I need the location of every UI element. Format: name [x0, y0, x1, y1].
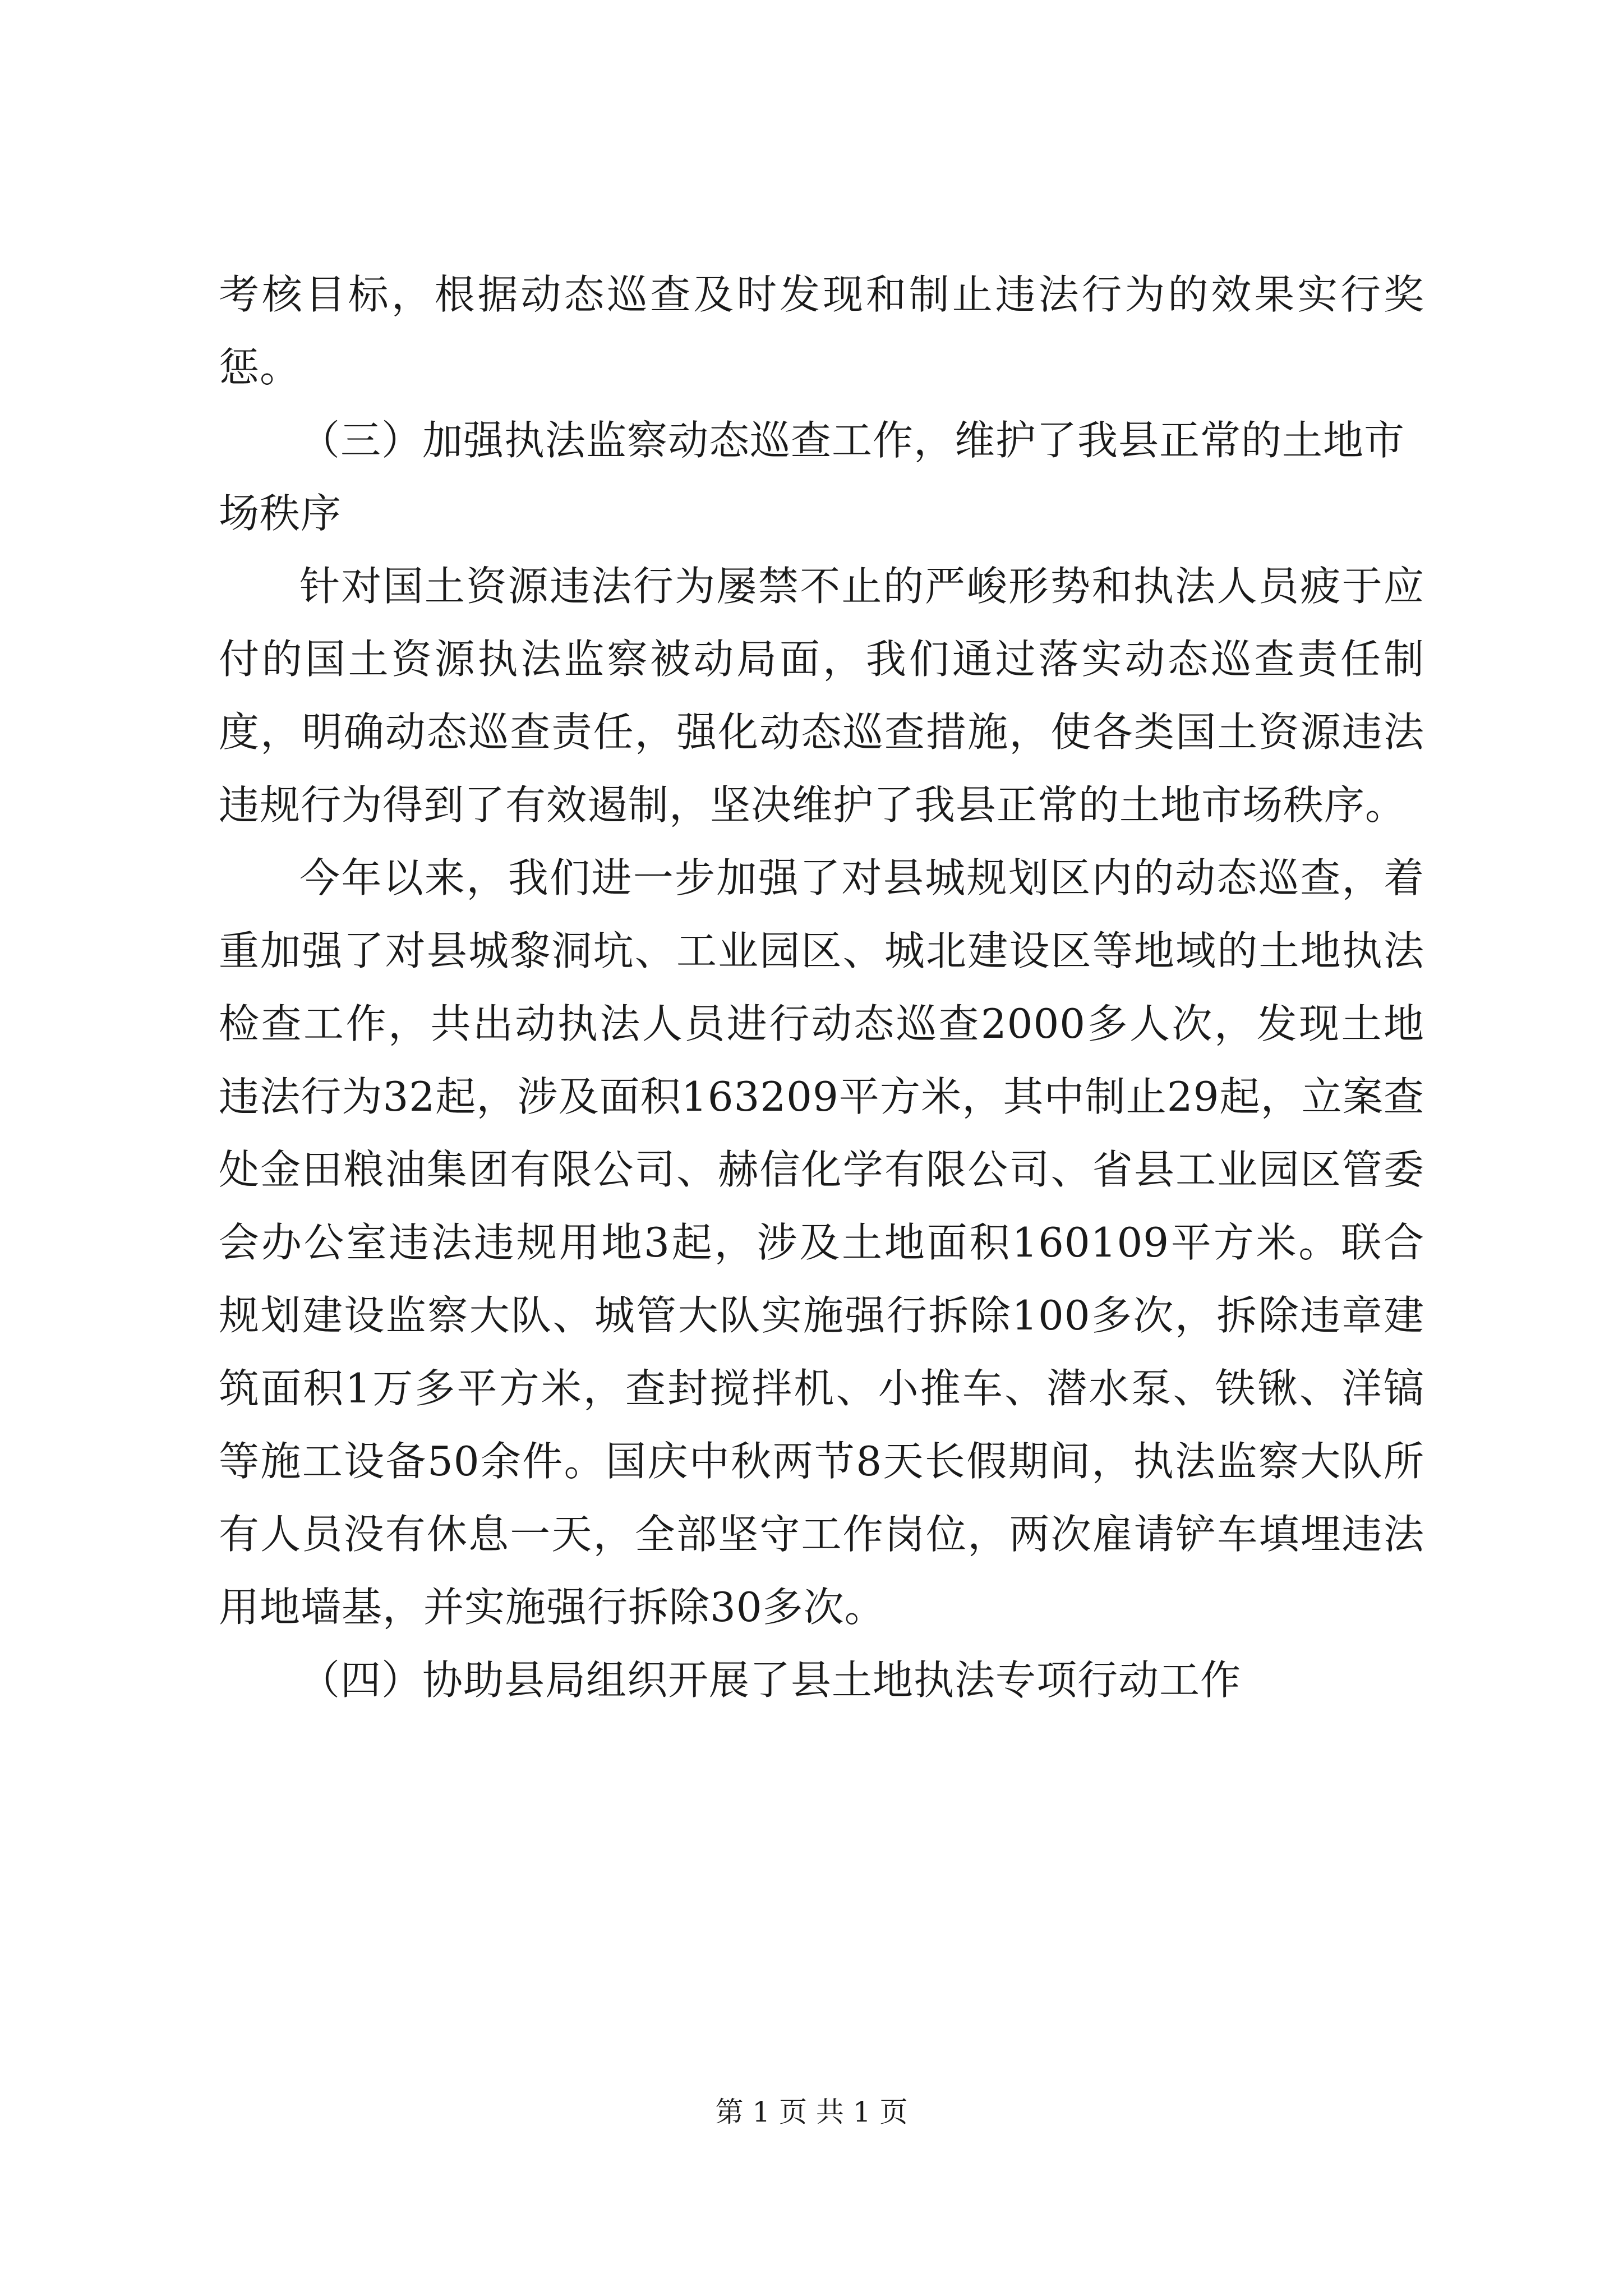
document-body [219, 258, 1424, 1717]
section-heading-three: （三）加强执法监察动态巡查工作，维护了我县正常的土地市场秩序 [219, 417, 1405, 537]
paragraph-patrol-results: 今年以来，我们进一步加强了对县城规划区内的动态巡查，着重加强了对县城黎洞坑、工业园区、城北建设区等地域的土地执法检查工作，共出动执法人员进行动态巡查2000多人次，发现土地违法行为32起，涉及面积163209平方米，其中制止29起，立案查处金田粮油集团有限公司、赫信化学有限公司、省县工业园区管委会办公室违法违规用地3起，涉及土地面积160109平方米。联合规划建设监察大队、城管大队实施强行拆除100多次，拆除违章建筑面积1万多平方米，查封搅拌机、小推车、潜水泵、铁锹、洋镐等施工设备50余件。国庆中秋两节8天长假期间，执法监察大队所有人员没有休息一天，全部坚守工作岗位，两次雇请铲车填埋违法用地墙基，并实施强行拆除30多次。 [219, 854, 1424, 1631]
paragraph-patrol-responsibility: 针对国土资源违法行为屡禁不止的严峻形势和执法人员疲于应付的国土资源执法监察被动局面，我们通过落实动态巡查责任制度，明确动态巡查责任，强化动态巡查措施，使各类国土资源违法违规行为得到了有效遏制，坚决维护了我县正常的土地市场秩序。 [219, 563, 1424, 829]
paragraph-continuation: 考核目标，根据动态巡查及时发现和制止违法行为的效果实行奖惩。 [219, 271, 1424, 391]
section-heading-four: （四）协助县局组织开展了县土地执法专项行动工作 [299, 1657, 1242, 1704]
page-footer: 第 1 页 共 1 页 [715, 2096, 908, 2128]
